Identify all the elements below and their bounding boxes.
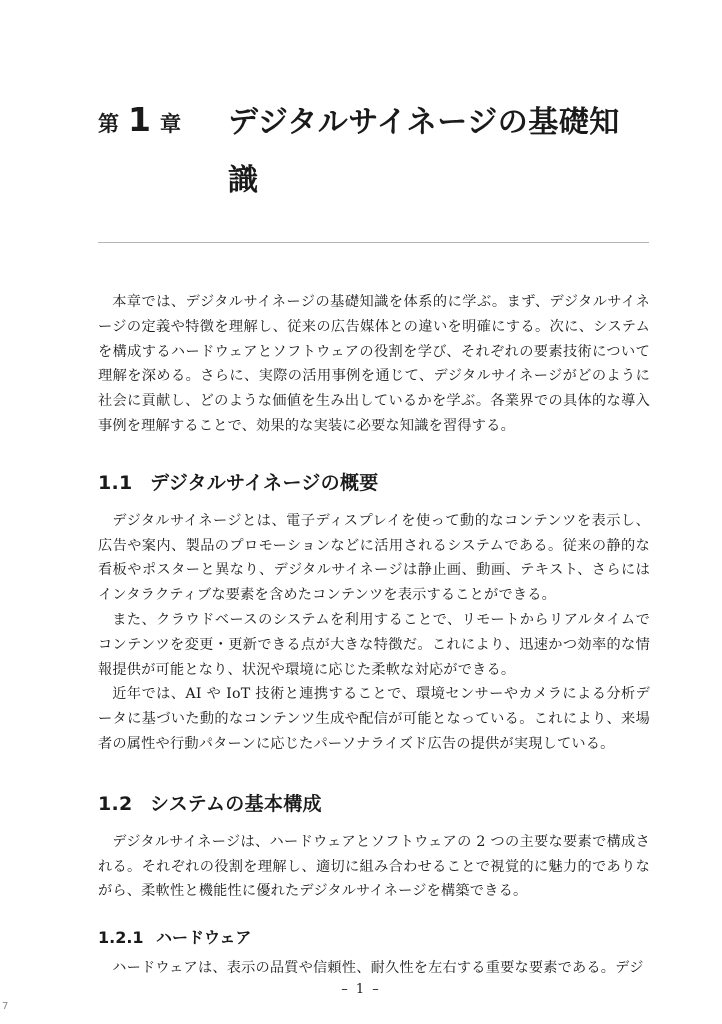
intro-paragraph: 本章では、デジタルサイネージの基礎知識を体系的に学ぶ。まず、デジタルサイネージの定義や特徴を理解し、従来の広告媒体との違いを明確にする。次に、システムを構成するハードウェアとソフトウェアの役割を学び、それぞれの要素技術について理解を深める。さらに、実際の活用事例を通じて、デジタルサイネージがどのように社会に貢献し、どのような価値を生み出しているかを学ぶ。各業界での具体的な導入事例を理解することで、効果的な実装に必要な知識を習得する。 [98,294,650,434]
chapter-prefix: 第 [98,112,119,136]
chapter-number: 1 [128,100,151,139]
page-body [98,290,650,981]
subsection-heading-1-2-1 [98,925,650,948]
chapter-number-label [98,100,228,139]
chapter-suffix: 章 [159,112,181,136]
chapter-heading [98,100,658,210]
body-paragraph: ハードウェアは、表示の品質や信頼性、耐久性を左右する重要な要素である。デジ [112,960,644,977]
subsection-number: 1.2.1 [98,928,144,948]
section-title: デジタルサイネージの概要 [150,471,379,494]
subsection-title: ハードウェア [156,928,252,948]
body-paragraph: また、クラウドベースのシステムを利用することで、リモートからリアルタイムでコンテンツを変更・更新できる点が大きな特徴だ。これにより、迅速かつ効率的な情報提供が可能となり、状況や環境に応じた柔軟な対応ができる。 [98,611,650,678]
section-number: 1.1 [98,471,133,494]
chapter-divider [98,242,649,243]
body-paragraph: 近年では、AI や IoT 技術と連携することで、環境センサーやカメラによる分析データに基づいた動的なコンテンツ生成や配信が可能となっている。これにより、来場者の属性や行動パターンに応じたパーソナライズド広告の提供が実現している。 [98,686,650,752]
body-paragraph: デジタルサイネージは、ハードウェアとソフトウェアの 2 つの主要な要素で構成される。それぞれの役割を理解し、適切に組み合わせることで視覚的に魅力的でありながら、柔軟性と機能性に優れたデジタルサイネージを構築できる。 [98,833,650,900]
chapter-title: デジタルサイネージの基礎知識 [228,105,620,198]
section-heading-1-1 [98,468,650,495]
page-number: – 1 – [341,982,381,997]
section-title: システムの基本構成 [150,792,322,815]
margin-mark: 7 [2,1001,9,1012]
body-paragraph: デジタルサイネージとは、電子ディスプレイを使って動的なコンテンツを表示し、広告や案内、製品のプロモーションなどに活用されるシステムである。従来の静的な看板やポスターと異なり、デジタルサイネージは静止画、動画、テキスト、さらにはインタラクティブな要素を含めたコンテンツを表示することができる。 [98,512,650,604]
section-number: 1.2 [98,792,133,815]
section-heading-1-2 [98,789,650,816]
